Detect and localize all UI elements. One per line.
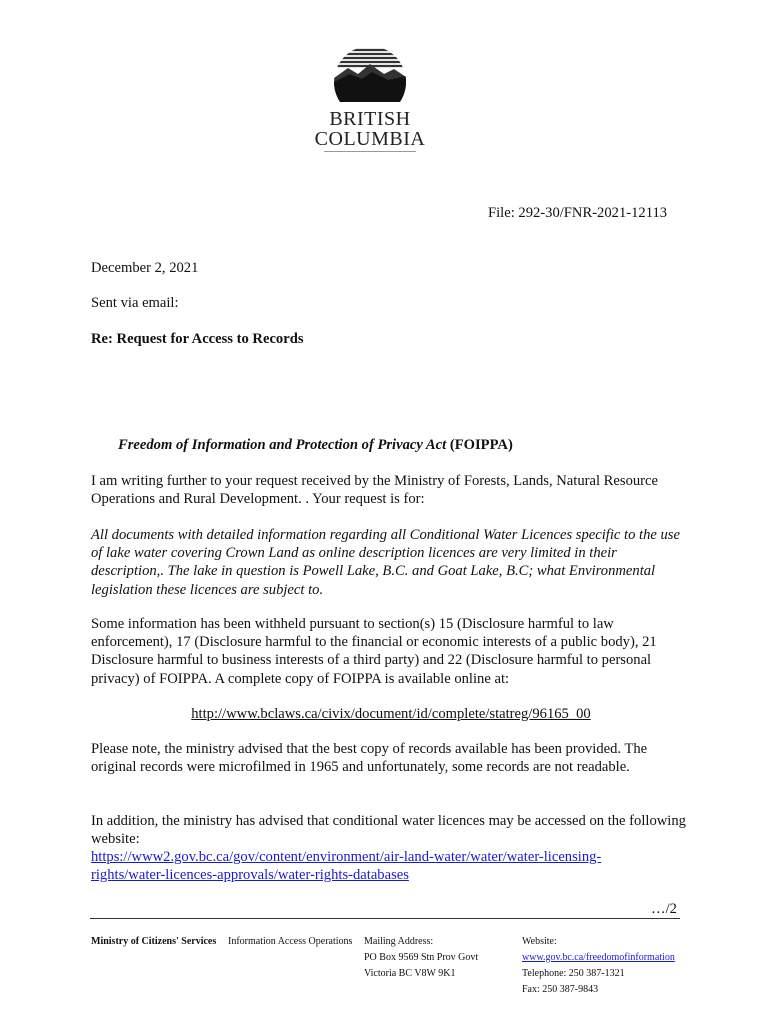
paragraph-best-copy: Please note, the ministry advised that the best copy of records available has been provided. The original records were microfilmed in 1965 and unfortunately, some records are not readable. xyxy=(91,741,648,776)
water-rights-link[interactable]: https://www2.gov.bc.ca/gov/content/environment/air-land-water/water/water-licensing-rights/water-licences-approvals/water-rights-databases xyxy=(91,849,602,884)
act-heading xyxy=(118,436,513,454)
file-reference: File: 292-30/FNR-2021-12113 xyxy=(488,205,668,221)
letter-date: December 2, 2021 xyxy=(91,260,199,276)
footer-website-link[interactable]: www.gov.bc.ca/freedomofinformation xyxy=(522,952,675,963)
footer-ministry: Ministry of Citizens' Services xyxy=(91,936,217,947)
request-text: All documents with detailed information regarding all Conditional Water Licences specific to the use of lake water covering Crown Land as online description licences are very limited in their description,. The lake in question is Powell Lake, B.C. and Goat Lake, B.C; what Environmental legislation these licences are subject to. xyxy=(91,527,680,598)
re-subject: Re: Request for Access to Records xyxy=(91,331,304,347)
page-continuation-marker: …/2 xyxy=(651,901,677,917)
footer-telephone: Telephone: 250 387-1321 xyxy=(522,968,625,979)
logo-text-columbia: COLUMBIA xyxy=(314,128,426,150)
footer-mailing-line2: Victoria BC V8W 9K1 xyxy=(364,968,456,979)
foippa-link[interactable]: http://www.bclaws.ca/civix/document/id/complete/statreg/96165_00 xyxy=(191,706,591,722)
bc-logo xyxy=(300,44,440,150)
bc-sun-mountain-icon xyxy=(300,44,440,102)
footer-branch: Information Access Operations xyxy=(228,936,353,947)
footer-fax: Fax: 250 387-9843 xyxy=(522,984,599,995)
footer-mailing xyxy=(364,934,478,982)
logo-divider xyxy=(324,151,416,152)
footer-contact xyxy=(522,934,675,998)
footer-mailing-label: Mailing Address: xyxy=(364,936,434,947)
logo-text-british: BRITISH xyxy=(329,108,411,130)
act-name: Freedom of Information and Protection of Privacy Act xyxy=(118,437,447,453)
paragraph-request-intro: I am writing further to your request received by the Ministry of Forests, Lands, Natural Resource Operations and Rural Development. . Your request is for: xyxy=(91,473,658,508)
act-abbrev: (FOIPPA) xyxy=(449,437,513,453)
footer-divider xyxy=(90,918,680,919)
footer-website-label: Website: xyxy=(522,936,557,947)
paragraph-withheld: Some information has been withheld pursuant to section(s) 15 (Disclosure harmful to law enforcement), 17 (Disclosure harmful to the financial or economic interests of a public body), 21 Disclosure harmful to business interests of a third party) and 22 (Disclosure harmful to personal privacy) of FOIPPA. A complete copy of FOIPPA is available online at: xyxy=(91,616,657,687)
paragraph-website-intro: In addition, the ministry has advised that conditional water licences may be accessed on the following website: xyxy=(91,813,686,848)
footer-mailing-line1: PO Box 9569 Stn Prov Govt xyxy=(364,952,479,963)
sent-via-email: Sent via email: xyxy=(91,295,179,311)
